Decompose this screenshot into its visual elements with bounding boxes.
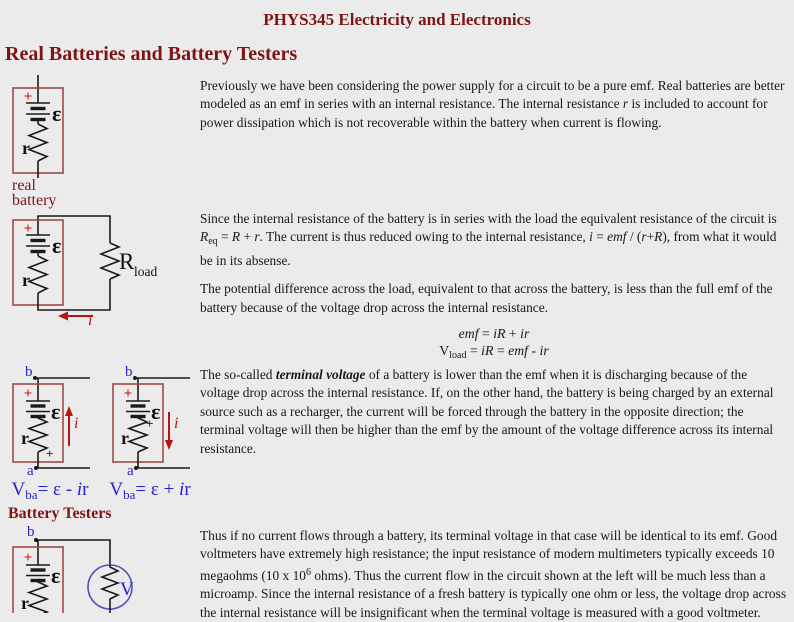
load-resistor-zigzag (101, 243, 119, 279)
resistor-zigzag (29, 124, 47, 161)
terminal-a-label: a (127, 463, 134, 479)
wire (36, 540, 110, 565)
battery-testers-text-column (200, 525, 794, 622)
load-resistor-label: R (119, 249, 135, 274)
emf-label: ε (52, 233, 62, 258)
terminal-voltage-text-column (200, 364, 794, 458)
intro-text-column (200, 75, 794, 132)
discharging-battery-figure (0, 364, 100, 503)
emf-label: ε (51, 563, 61, 589)
caption-line: real (12, 177, 36, 194)
resistor-zigzag (29, 256, 47, 293)
figure-caption (12, 178, 200, 208)
ir-polarity-plus-label: + (46, 446, 54, 462)
equation-emf-loop: emf = iR + ir (458, 326, 530, 342)
plus-terminal-label: + (123, 386, 133, 403)
paragraph-voltmeter: Thus if no current flows through a battery, its terminal voltage in that case will be identical to its emf. Good voltmeters have extremely high resistance; the input resistance of modern multimeters typically exceeds 10 megaohms (10 x $10^6$ ohms). Thus the current flow in the circuit shown at the left will be much less than a microamp. Since the internal resistance of a fresh battery is typically one ohm or less, the voltage drop across the internal resistance will be insignificant when the terminal voltage is measured with a good voltmeter. (200, 528, 787, 620)
current-label: i (74, 415, 79, 433)
charging-battery-diagram (100, 364, 200, 478)
ir-polarity-plus-label: + (146, 416, 154, 432)
paragraph-equivalent-resistance: Since the internal resistance of the battery is in series with the load the equivalent resistance of the circuit is $R_{eq} = R + r$. The current is thus reduced owing to the internal resistance, i = emf / (r+R), from what it would be in its absense. (200, 211, 777, 268)
battery-plates-icon (26, 103, 50, 120)
loaded-circuit-text-column (200, 208, 794, 364)
terminal-b-label: b (25, 364, 33, 381)
resistor-zigzag (29, 417, 47, 453)
loaded-circuit-diagram (0, 208, 200, 348)
row-battery-testers (0, 525, 794, 622)
internal-resistance-label: r (21, 593, 29, 614)
section-heading-battery-testers: Battery Testers (8, 505, 112, 523)
caption-line: battery (12, 192, 57, 209)
plus-terminal-label: + (23, 386, 33, 403)
internal-resistance-label: r (121, 428, 129, 449)
row-loaded-circuit (0, 208, 794, 364)
battery-plates-icon (26, 235, 50, 252)
terminal-b-label: b (27, 525, 35, 541)
battery-plates-icon (26, 401, 50, 417)
battery-plates-icon (26, 565, 50, 581)
equation-v-load: $V_{load}$ = iR = emf - ir (439, 342, 549, 361)
emf-label: ε (52, 101, 62, 126)
real-battery-diagram (0, 75, 200, 178)
emf-label: ε (151, 399, 161, 425)
internal-resistance-label: r (22, 270, 30, 290)
current-arrow-up-icon (65, 406, 73, 446)
terminal-b-label: b (125, 364, 133, 381)
paragraph-potential-difference: The potential difference across the load, equivalent to that across the battery, is less than the full emf of the battery because of the voltage drop across the internal resistance. (200, 281, 773, 315)
row-real-battery (0, 75, 794, 208)
real-battery-figure (0, 75, 200, 208)
plus-terminal-label: + (23, 550, 33, 567)
plus-terminal-label: + (23, 89, 33, 105)
resistor-zigzag (129, 417, 147, 453)
charging-battery-figure (100, 364, 200, 503)
current-label: i (88, 312, 93, 329)
paragraph-internal-resistance: Previously we have been considering the power supply for a circuit to be a pure emf. Real batteries are better modeled as an emf in series with an internal resistance. The internal resistance r is included to account for power dissipation which is not recoverable within the battery when current is flowing. (200, 78, 785, 130)
paragraph-terminal-voltage: The so-called terminal voltage of a battery is lower than the emf when it is discharging because of the voltage drop across the internal resistance. If, on the other hand, the battery is being charged by an external source such as a recharger, the current will be forced through the battery in the opposite direction; the terminal voltage will then be higher than the emf by the amount of the voltage difference across its internal resistance. (200, 367, 774, 456)
equation-vba-discharge: $V_{ba}= \varepsilon$ - ir (11, 479, 89, 503)
voltmeter-resistor-zigzag (102, 565, 118, 613)
section-heading-real-batteries: Real Batteries and Battery Testers (5, 43, 298, 65)
load-resistor-subscript: load (134, 264, 158, 279)
page-title: PHYS345 Electricity and Electronics (263, 10, 531, 29)
equation-vba-charge: $V_{ba}= \varepsilon$ + ir (109, 479, 191, 503)
terminal-voltage-figures (0, 364, 200, 503)
battery-plates-icon (126, 401, 150, 417)
resistor-zigzag (29, 581, 47, 614)
current-label: i (174, 415, 179, 433)
terminal-a-label: a (27, 463, 34, 479)
voltmeter-label: V (120, 579, 134, 601)
row-terminal-voltage (0, 364, 794, 503)
equation-block (200, 326, 788, 364)
current-arrow-down-icon (165, 412, 173, 450)
emf-label: ε (51, 399, 61, 425)
internal-resistance-label: r (21, 428, 29, 449)
plus-terminal-label: + (23, 221, 33, 237)
loaded-circuit-figure (0, 208, 200, 348)
discharging-battery-diagram (0, 364, 100, 478)
internal-resistance-label: r (22, 138, 30, 158)
